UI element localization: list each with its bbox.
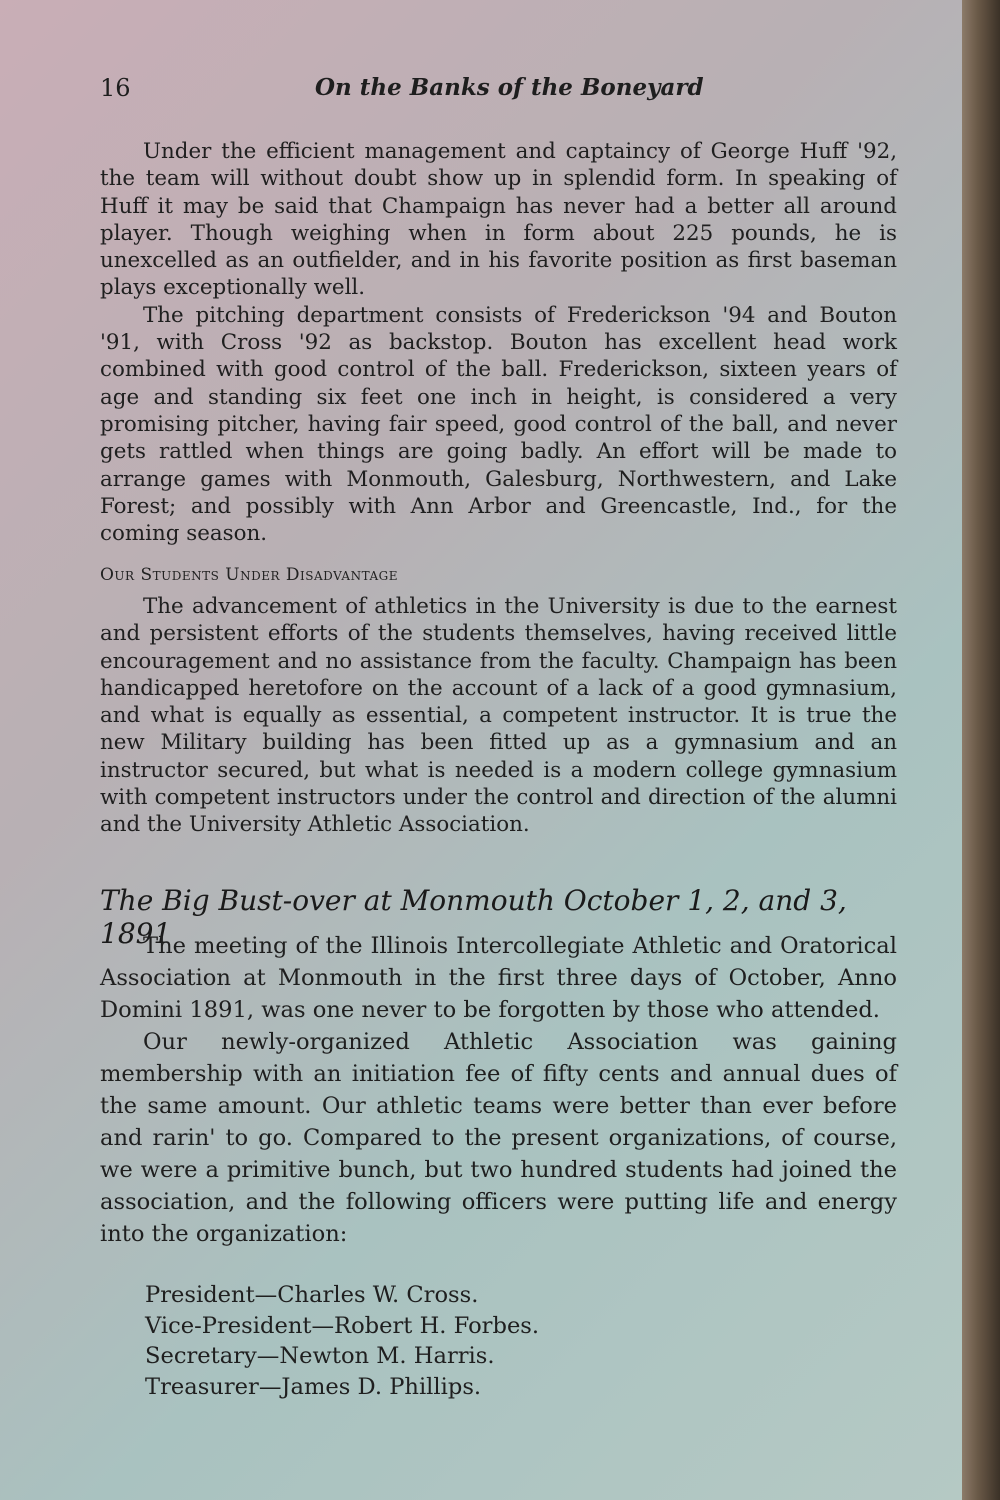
chapter-heading: The Big Bust-over at Monmouth October 1, 2, and 3, 1891 (100, 884, 847, 950)
officers-list (145, 1280, 539, 1402)
officer-item: President—Charles W. Cross. (145, 1282, 479, 1308)
running-title: On the Banks of the Boneyard (315, 74, 704, 101)
students-disadvantage-section (100, 593, 897, 839)
paragraph: Under the efficient management and captaincy of George Huff '92, the team will without doubt show up in splendid form. In speaking of Huff it may be said that Champaign has never had a better all around player. Though weighing when in form about 225 pounds, he is unexcelled as an outfielder, and in his favorite position as first baseman plays exceptionally well. (100, 139, 897, 301)
book-edge (962, 0, 1000, 1500)
paragraph: The advancement of athletics in the University is due to the earnest and persistent efforts of the students themselves, having received little encouragement and no assistance from the faculty. Champaign has been handicapped heretofore on the account of a lack of a good gymnasium, and what is equally as essential, a competent instructor. It is true the new Military building has been fitted up as a gymnasium and an instructor secured, but what is needed is a modern college gymnasium with competent instructors under the control and direction of the alumni and the University Athletic Association. (100, 594, 897, 838)
page-number: 16 (100, 74, 131, 102)
officer-item: Vice-President—Robert H. Forbes. (145, 1312, 540, 1339)
monmouth-section (100, 930, 897, 1250)
baseball-section (100, 138, 897, 547)
section-subheading: Our Students Under Disadvantage (100, 565, 398, 585)
officer-item: Treasurer—James D. Phillips. (145, 1373, 482, 1400)
paragraph: The meeting of the Illinois Intercollegiate Athletic and Oratorical Association at Monmouth in the first three days of October, Anno Domini 1891, was one never to be forgotten by those who attended. (100, 933, 897, 1023)
page-header (100, 74, 900, 114)
officer-item: Secretary—Newton M. Harris. (145, 1343, 495, 1369)
paragraph: The pitching department consists of Frederickson '94 and Bouton '91, with Cross '92 as backstop. Bouton has excellent head work combined with good control of the ball. Frederickson, sixteen years of age and standing six feet one inch in height, is considered a very promising pitcher, having fair speed, good control of the ball, and never gets rattled when things are going badly. An effort will be made to arrange games with Monmouth, Galesburg, Northwestern, and Lake Forest; and possibly with Ann Arbor and Greencastle, Ind., for the coming season. (100, 302, 897, 547)
paragraph: Our newly-organized Athletic Association was gaining membership with an initiation fee of fifty cents and annual dues of the same amount. Our athletic teams were better than ever before and rarin' to go. Compared to the present organizations, of course, we were a primitive bunch, but two hundred students had joined the association, and the following officers were putting life and energy into the organization: (100, 1029, 897, 1247)
